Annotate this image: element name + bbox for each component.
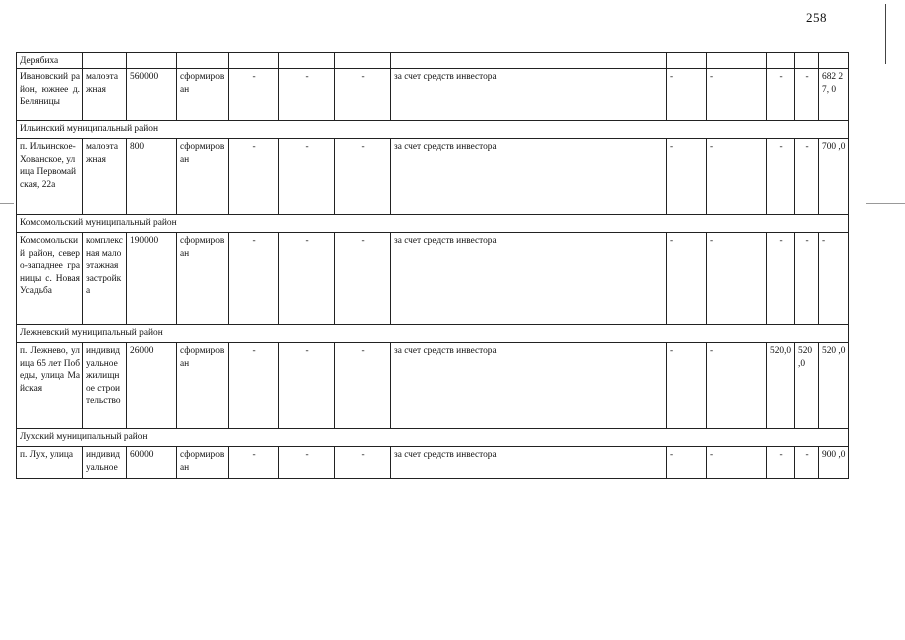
table-row	[17, 343, 849, 429]
empty-cell	[819, 53, 849, 69]
section-title: Лухский муниципальный район	[17, 429, 849, 447]
value-cell: -	[767, 447, 795, 479]
table-row	[17, 233, 849, 325]
location-cell: п. Лежнево, улица 65 лет Победы, улица Майская	[17, 343, 83, 429]
value-cell: 682 27, 0	[819, 69, 849, 121]
financing-cell: за счет средств инвестора	[391, 69, 667, 121]
empty-cell	[279, 53, 335, 69]
value-cell: -	[279, 233, 335, 325]
value-cell: -	[279, 139, 335, 215]
value-cell: -	[335, 233, 391, 325]
value-cell: -	[335, 343, 391, 429]
empty-cell	[83, 53, 127, 69]
scan-artifact-left	[0, 203, 14, 204]
value-cell: -	[335, 139, 391, 215]
table-row	[17, 447, 849, 479]
location-cell: Комсомольский район, северо-западнее границы с. Новая Усадьба	[17, 233, 83, 325]
status-cell: сформирован	[177, 69, 229, 121]
empty-cell	[767, 53, 795, 69]
type-cell: индивидуальное жилищное строительство	[83, 343, 127, 429]
value-cell: -	[335, 69, 391, 121]
value-cell: 900 ,0	[819, 447, 849, 479]
document-table	[16, 52, 849, 479]
section-title: Комсомольский муниципальный район	[17, 215, 849, 233]
value-cell: -	[229, 447, 279, 479]
value-cell: 520,0	[767, 343, 795, 429]
value-cell: -	[229, 69, 279, 121]
area-cell: 26000	[127, 343, 177, 429]
table-row	[17, 69, 849, 121]
page-number: 258	[806, 10, 827, 25]
value-cell: -	[819, 233, 849, 325]
scan-edge-line	[885, 4, 886, 64]
financing-cell: за счет средств инвестора	[391, 139, 667, 215]
scan-artifact-right	[866, 203, 905, 204]
value-cell: -	[335, 447, 391, 479]
type-cell: индивидуальное	[83, 447, 127, 479]
section-row	[17, 53, 849, 69]
section-row	[17, 325, 849, 343]
status-cell: сформирован	[177, 139, 229, 215]
status-cell: сформирован	[177, 447, 229, 479]
location-cell: Ивановский район, южнее д. Беляницы	[17, 69, 83, 121]
value-cell: 520 ,0	[819, 343, 849, 429]
value-cell: -	[229, 139, 279, 215]
financing-cell: за счет средств инвестора	[391, 233, 667, 325]
financing-cell: за счет средств инвестора	[391, 447, 667, 479]
value-cell: -	[795, 233, 819, 325]
section-row	[17, 215, 849, 233]
empty-cell	[229, 53, 279, 69]
value-cell: -	[667, 447, 707, 479]
value-cell: -	[707, 233, 767, 325]
area-cell: 800	[127, 139, 177, 215]
value-cell: -	[667, 343, 707, 429]
value-cell: -	[767, 233, 795, 325]
empty-cell	[177, 53, 229, 69]
value-cell: -	[795, 139, 819, 215]
section-row	[17, 429, 849, 447]
area-cell: 560000	[127, 69, 177, 121]
value-cell: -	[229, 233, 279, 325]
type-cell: малоэтажная	[83, 139, 127, 215]
empty-cell	[391, 53, 667, 69]
location-cell: п. Ильинское-Хованское, улица Первомайская, 22а	[17, 139, 83, 215]
value-cell: -	[667, 139, 707, 215]
area-cell: 190000	[127, 233, 177, 325]
value-cell: -	[279, 343, 335, 429]
value-cell: -	[667, 233, 707, 325]
value-cell: -	[795, 69, 819, 121]
value-cell: -	[279, 69, 335, 121]
financing-cell: за счет средств инвестора	[391, 343, 667, 429]
value-cell: -	[279, 447, 335, 479]
empty-cell	[795, 53, 819, 69]
value-cell: -	[707, 343, 767, 429]
empty-cell	[335, 53, 391, 69]
value-cell: -	[667, 69, 707, 121]
empty-cell	[127, 53, 177, 69]
table-row	[17, 139, 849, 215]
area-cell: 60000	[127, 447, 177, 479]
value-cell: -	[707, 139, 767, 215]
section-title: Лежневский муниципальный район	[17, 325, 849, 343]
empty-cell	[707, 53, 767, 69]
value-cell: 700 ,0	[819, 139, 849, 215]
type-cell: малоэтажная	[83, 69, 127, 121]
value-cell: -	[767, 139, 795, 215]
section-title: Ильинский муниципальный район	[17, 121, 849, 139]
value-cell: -	[707, 447, 767, 479]
section-title: Дерябиха	[17, 53, 83, 69]
value-cell: 520 ,0	[795, 343, 819, 429]
location-cell: п. Лух, улица	[17, 447, 83, 479]
status-cell: сформирован	[177, 343, 229, 429]
value-cell: -	[767, 69, 795, 121]
section-row	[17, 121, 849, 139]
status-cell: сформирован	[177, 233, 229, 325]
value-cell: -	[707, 69, 767, 121]
value-cell: -	[795, 447, 819, 479]
empty-cell	[667, 53, 707, 69]
type-cell: комплексная малоэтажная застройка	[83, 233, 127, 325]
value-cell: -	[229, 343, 279, 429]
